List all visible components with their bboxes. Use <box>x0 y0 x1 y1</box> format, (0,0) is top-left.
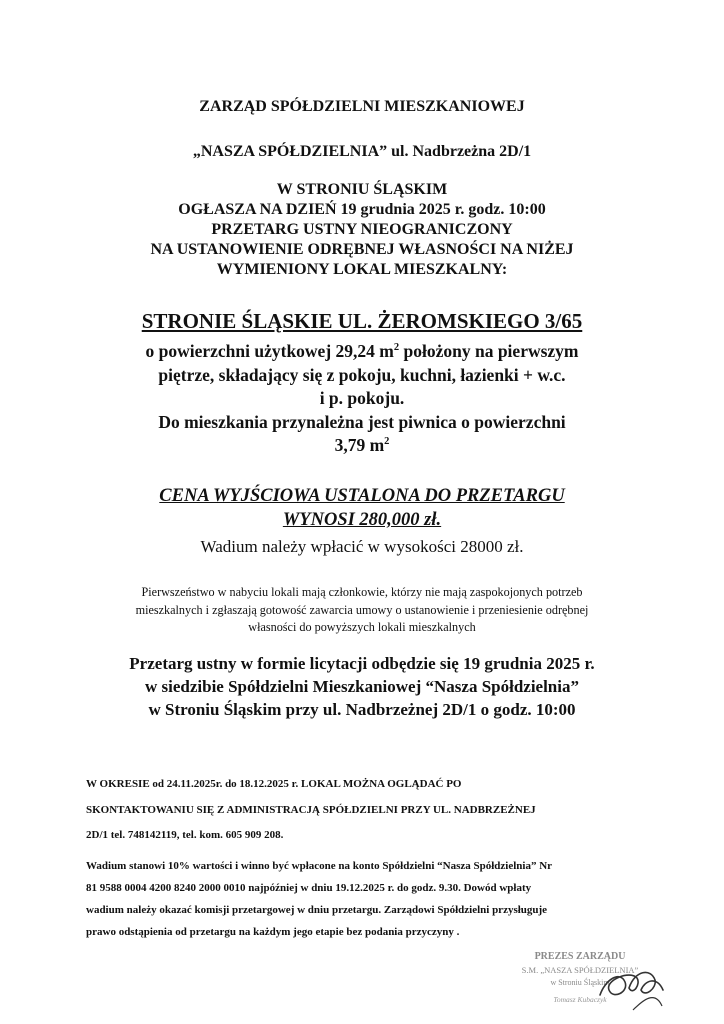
property-description <box>40 340 684 458</box>
deposit-info: Wadium stanowi 10% wartości i winno być wpłacone na konto Spółdzielni “Nasza Spółdzielnia” Nr 81 9588 0004 4200 8240 2000 0010 najpóźniej w dniu 19.12.2025 r. do godz. 9.30. Dowód wpłaty wadium należy okazać komisji przetargowej w dniu przetargu. Zarządowi Spółdzielni przysługuje prawo odstąpienia od przetargu na każdym jego etapie bez podania przyczyny . <box>86 860 553 938</box>
priority-note: Pierwszeństwo w nabyciu lokali mają członkowie, którzy nie mają zaspokojonych potrzeb mieszkalnych i zgłaszają gotowość zawarcia umowy o ustanowienie i przeniesienie odrębnej własności do powyższych lokali mieszkalnych <box>135 585 589 634</box>
property-rooms: piętrze, składający się z pokoju, kuchni, łazienki + w.c. <box>158 364 566 385</box>
coop-address: ul. Nadbrzeżna 2D/1 <box>387 143 532 160</box>
viewing-info: W OKRESIE od 24.11.2025r. do 18.12.2025 r. LOKAL MOŻNA OGLĄDAĆ PO SKONTAKTOWANIU SIĘ Z ADMINISTRACJĄ SPÓŁDZIELNI PRZY UL. NADBRZEŻNEJ 2D/1 tel. 748142119, tel. kom. 605 909 208. <box>86 778 536 841</box>
property-cellar-area: 3,79 $m^2$ <box>334 435 390 455</box>
announce-line: OGŁASZA NA DZIEŃ 19 grudnia 2025 r. godz. 10:00 <box>178 201 546 218</box>
price-line: CENA WYJŚCIOWA USTALONA DO PRZETARGU <box>159 486 565 506</box>
header-coop <box>40 143 684 161</box>
header-title: ZARZĄD SPÓŁDZIELNI MIESZKANIOWEJ <box>199 98 525 115</box>
signature-stamp <box>505 940 670 1020</box>
price-value: WYNOSI 280,000 zł. <box>282 510 442 530</box>
starting-price <box>40 484 684 532</box>
signature-scribble <box>600 972 663 995</box>
property-rooms-cont: i p. pokoju. <box>319 388 405 408</box>
announce-line: PRZETARG USTNY NIEOGRANICZONY <box>211 221 513 238</box>
auction-info: Przetarg ustny w formie licytacji odbędzie się 19 grudnia 2025 r. w siedzibie Spółdzielni Mieszkaniowej “Nasza Spółdzielnia” w Stroniu Śląskim przy ul. Nadbrzeżnej 2D/1 o godz. 10:00 <box>129 654 595 719</box>
stamp-line: PREZES ZARZĄDU <box>534 951 626 962</box>
stamp-line: S.M. „NASZA SPÓŁDZIELNIA” <box>521 965 639 975</box>
announce-line: W STRONIU ŚLĄSKIM <box>276 181 448 198</box>
property-cellar: Do mieszkania przynależna jest piwnica o powierzchni <box>158 411 566 432</box>
stamp-line: Tomasz Kubaczyk <box>553 995 607 1004</box>
announce-line: WYMIENIONY LOKAL MIESZKALNY: <box>216 261 508 278</box>
deposit-amount: Wadium należy wpłacić w wysokości 28000 zł. <box>200 537 524 556</box>
announce-line: NA USTANOWIENIE ODRĘBNEJ WŁASNOŚCI NA NIŻEJ <box>150 241 574 258</box>
property-address: STRONIE ŚLĄSKIE UL. ŻEROMSKIEGO 3/65 <box>141 309 583 333</box>
property-area: o powierzchni użytkowej 29,24 $m^2$ położony na pierwszym <box>145 341 579 361</box>
coop-name: „NASZA SPÓŁDZIELNIA” <box>192 143 388 160</box>
stamp-line: w Stroniu Śląskim <box>550 978 610 987</box>
announcement-block <box>40 180 684 280</box>
signature-tail <box>633 998 662 1010</box>
